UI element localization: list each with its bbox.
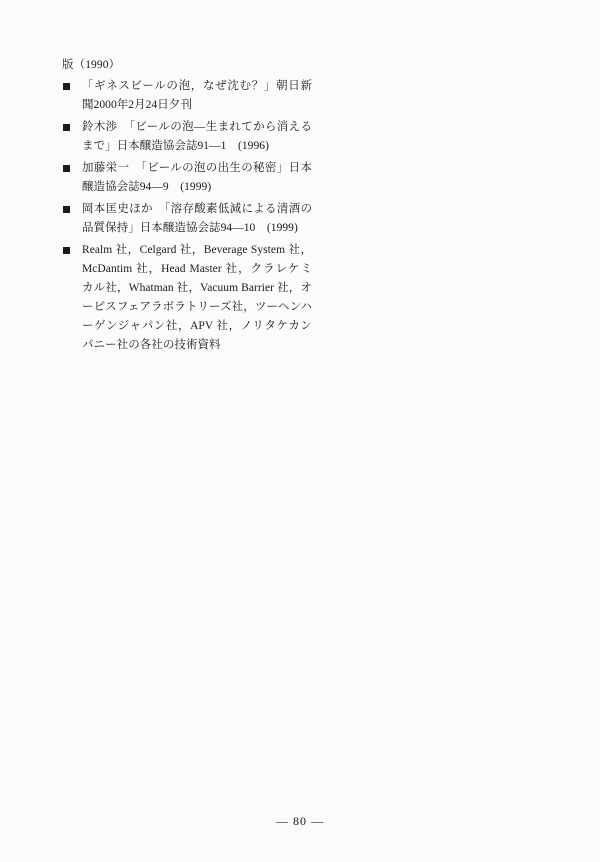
reference-text: 岡本匡史ほか 「溶存酸素低減による清酒の品質保持」日本醸造協会誌94—10 (1999)	[82, 203, 312, 234]
continued-text-line: 版（1990）	[62, 59, 121, 71]
reference-text: 「ギネスビールの泡，なぜ沈む？」朝日新聞2000年2月24日夕刊	[82, 80, 312, 111]
square-bullet-icon	[63, 247, 70, 254]
list-item	[62, 159, 312, 197]
square-bullet-icon	[63, 124, 70, 131]
reference-text: 加藤栄一 「ビールの泡の出生の秘密」日本醸造協会誌94—9 (1999)	[82, 162, 312, 193]
reference-list	[62, 77, 312, 355]
square-bullet-icon	[63, 165, 70, 172]
square-bullet-icon	[63, 206, 70, 213]
page-number: — 80 —	[276, 814, 324, 828]
reference-text: Realm 社，Celgard 社，Beverage System 社，McDantim 社，Head Master 社，クラレケミカル社，Whatman 社，Vacuum Barrier 社，オービスフェアラボラトリーズ社，ツーヘンハーゲンジャパン社，APV 社，ノリタケカンパニー社の各社の技術資料	[82, 244, 312, 351]
reference-text: 鈴木渉 「ビールの泡—生まれてから消えるまで」日本醸造協会誌91—1 (1996)	[82, 121, 312, 152]
list-item	[62, 77, 312, 115]
square-bullet-icon	[63, 83, 70, 90]
page-content	[62, 56, 312, 358]
list-item	[62, 241, 312, 355]
list-item	[62, 200, 312, 238]
list-item	[62, 118, 312, 156]
